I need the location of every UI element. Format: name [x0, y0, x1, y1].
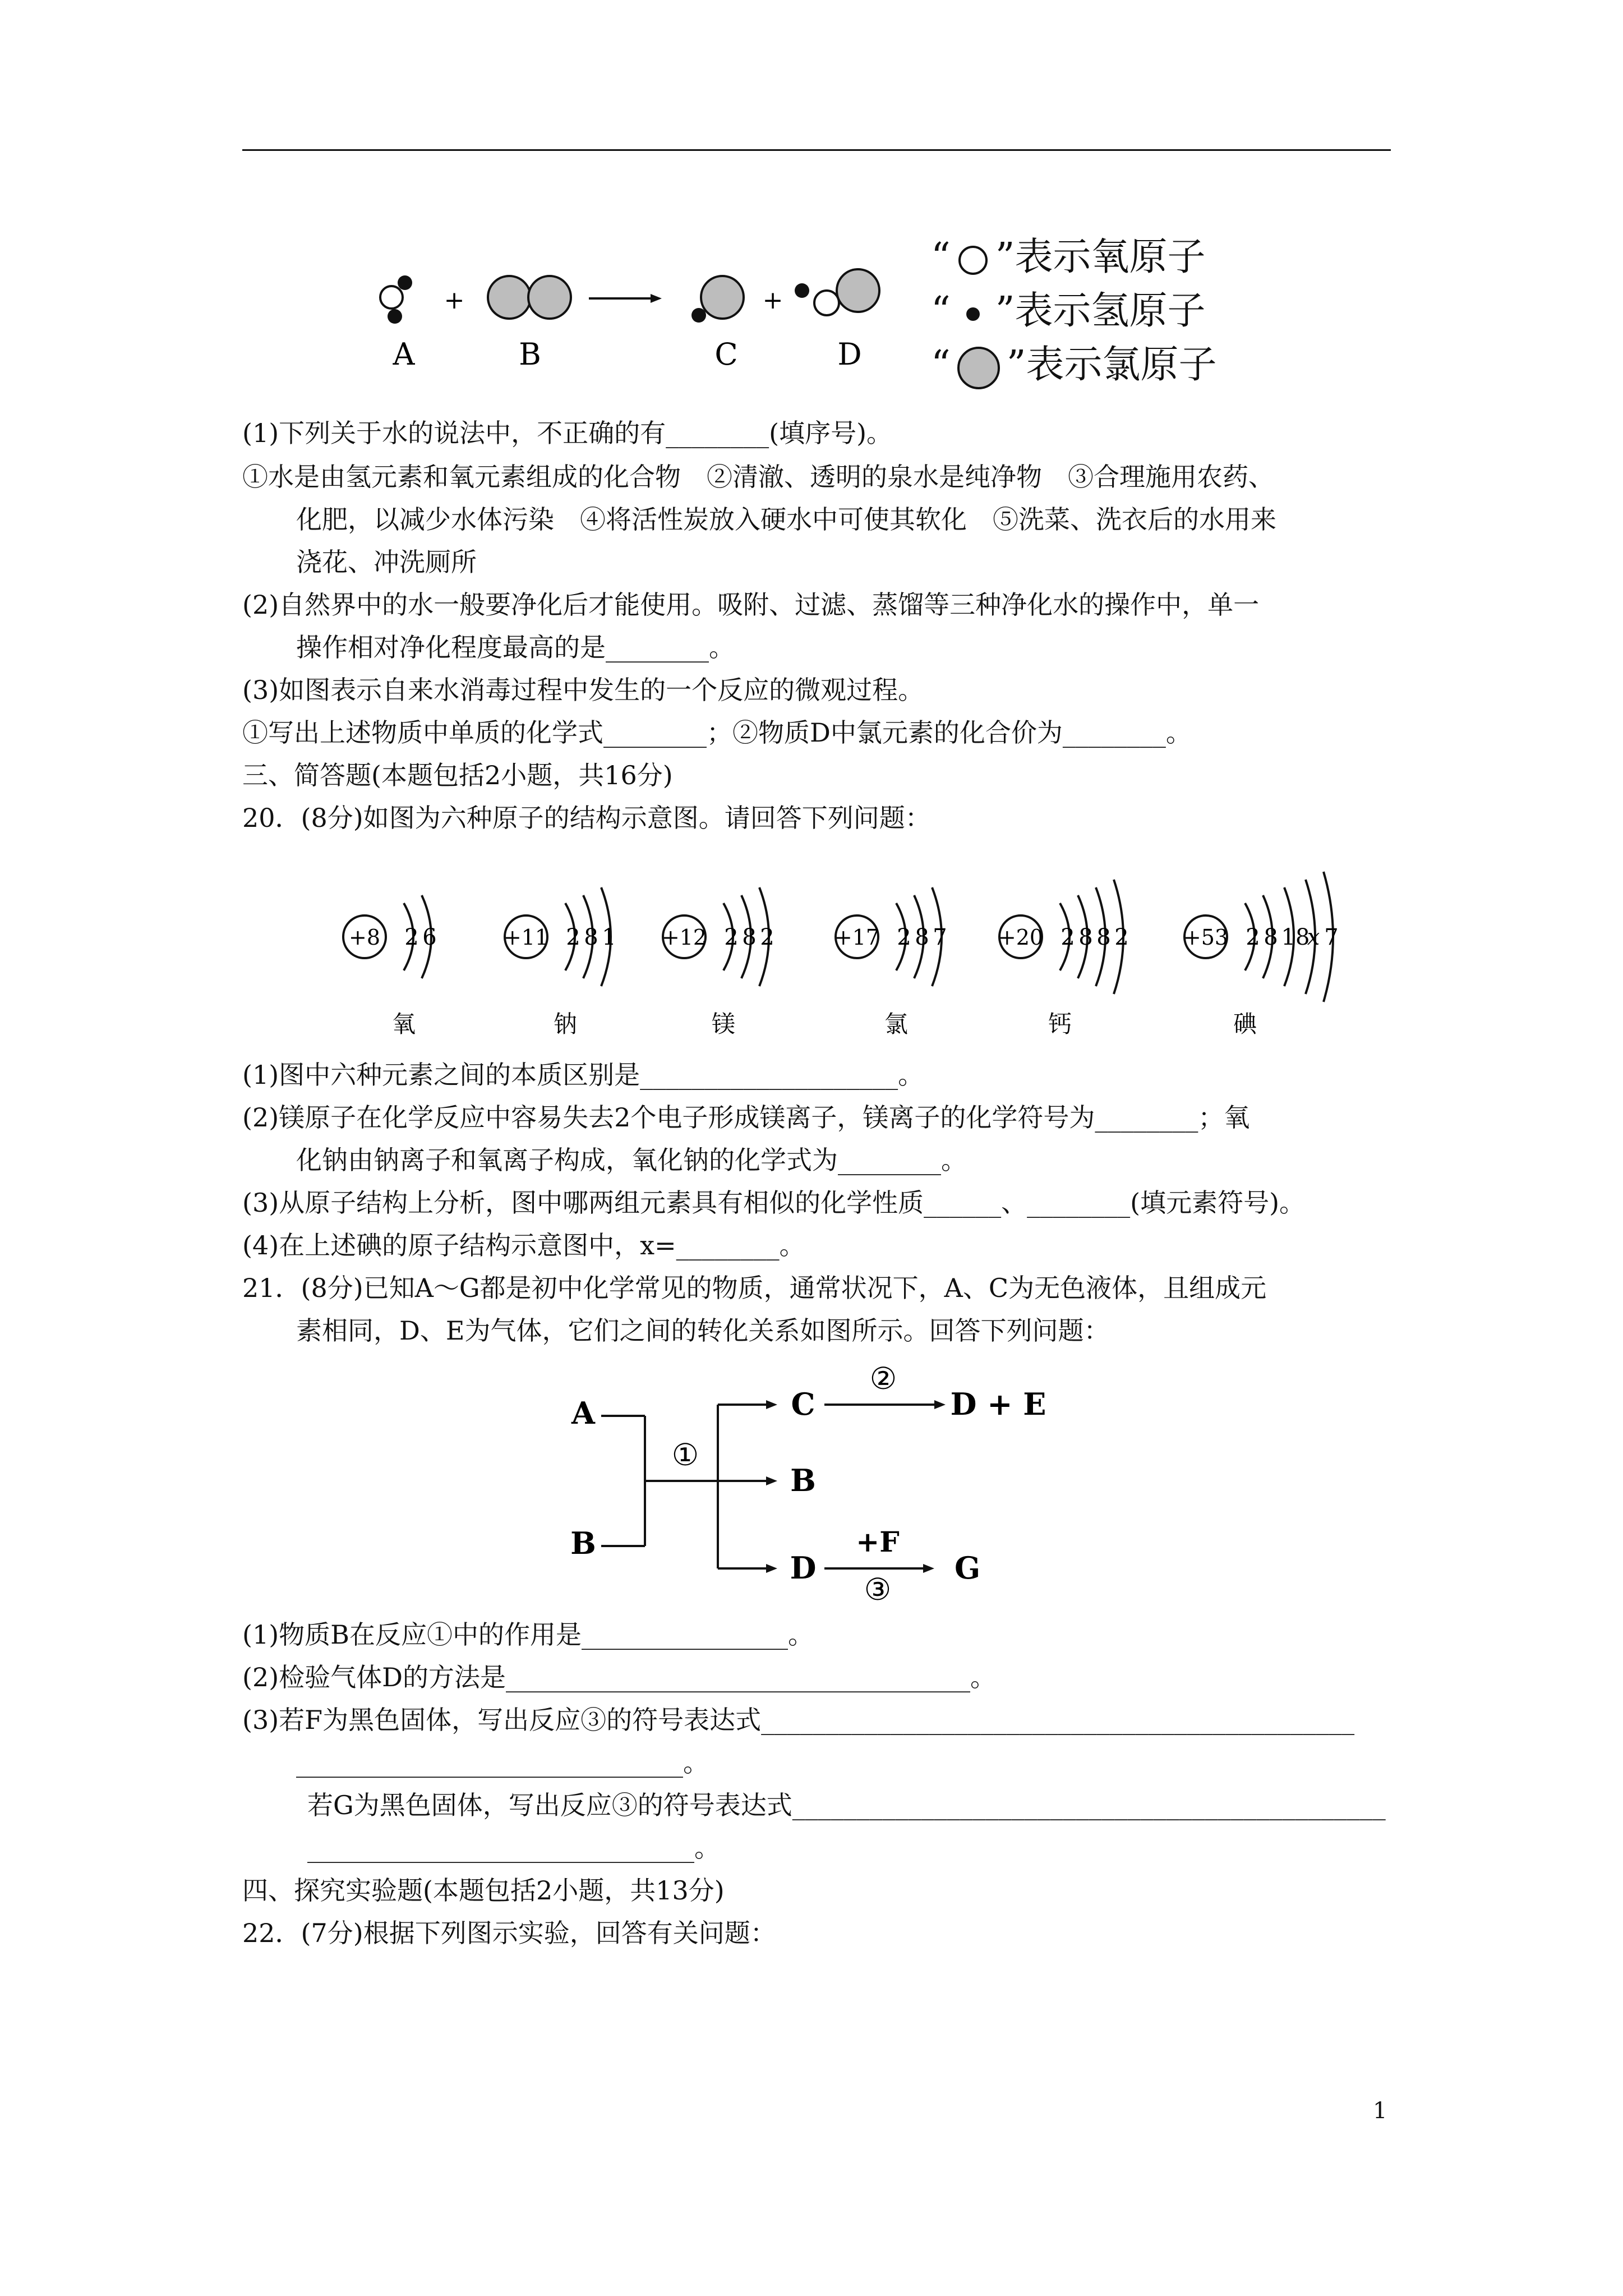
q20-part4: (4)在上述碘的原子结构示意图中，x=________。	[242, 1230, 805, 1260]
atom-diagram	[343, 895, 437, 1038]
reaction-micro-figure	[359, 247, 920, 381]
shell-electron-count: 8	[584, 924, 598, 950]
q19-part2-line2: 操作相对净化程度最高的是________。	[296, 632, 735, 662]
q21-stem-line1: 21．(8分)已知A～G都是初中化学常见的物质，通常状况下，A、C为无色液体，且组成元	[242, 1273, 1267, 1303]
label-b: B	[519, 337, 541, 372]
shell-electron-count: 8	[1264, 924, 1278, 950]
node-c: C	[791, 1386, 815, 1422]
shell-electron-count: 2	[566, 924, 580, 950]
molecule-d	[795, 269, 879, 315]
q20-stem: 20．(8分)如图为六种原子的结构示意图。请回答下列问题：	[242, 803, 931, 833]
nucleus-charge: +11	[503, 925, 549, 950]
element-name: 镁	[711, 1010, 736, 1038]
element-name: 氯	[884, 1010, 909, 1038]
reagent-f-label: +F	[856, 1525, 900, 1558]
step-1-label: ①	[671, 1437, 699, 1473]
shell-electron-count: 7	[1324, 924, 1339, 950]
nucleus-charge: +12	[661, 925, 707, 950]
molecule-a	[380, 275, 412, 324]
svg-text:+: +	[762, 286, 783, 315]
q19-part2-line1: (2)自然界中的水一般要净化后才能使用。吸附、过滤、蒸馏等三种净化水的操作中，单一	[242, 590, 1260, 620]
shell-electron-count: 2	[1061, 924, 1075, 950]
node-d: D	[790, 1550, 817, 1586]
q21-part2: (2)检验气体D的方法是____________________________________。	[242, 1662, 997, 1692]
nucleus-charge: +53	[1183, 925, 1229, 950]
shell-electron-count: 8	[742, 924, 757, 950]
gray-circle-icon	[951, 346, 1007, 390]
nucleus-charge: +17	[834, 925, 880, 950]
atom-diagram	[504, 887, 616, 1038]
q19-part3-question: ①写出上述物质中单质的化学式________；②物质D中氯元素的化合价为________。	[242, 717, 1192, 748]
hydrogen-atom	[398, 275, 412, 290]
legend-hydrogen: “ ”表示氢原子	[931, 289, 1206, 333]
hydrogen-atom	[691, 308, 706, 323]
q21-stem-line2: 素相同，D、E为气体，它们之间的转化关系如图所示。回答下列问题：	[296, 1315, 1110, 1346]
oxygen-atom	[380, 286, 403, 309]
atom-diagram	[662, 887, 774, 1038]
q21-part1: (1)物质B在反应①中的作用是________________。	[242, 1619, 814, 1650]
nucleus-charge: +20	[998, 925, 1044, 950]
shell-electron-count: 8	[1078, 924, 1093, 950]
section-4-heading: 四、探究实验题(本题包括2小题，共13分)	[242, 1875, 725, 1906]
node-d-plus-e: D + E	[950, 1386, 1046, 1422]
step-3-label: ③	[864, 1572, 892, 1607]
element-name: 钙	[1048, 1010, 1072, 1038]
legend-oxygen: “ ”表示氧原子	[931, 235, 1206, 279]
shell-electron-count: 6	[422, 924, 437, 950]
element-name: 碘	[1233, 1010, 1257, 1038]
svg-text:+: +	[444, 286, 465, 315]
q21-part3-line1: (3)若F为黑色固体，写出反应③的符号表达式______________________________________________	[242, 1705, 1355, 1735]
molecule-b	[488, 276, 571, 319]
shell-electron-count: 2	[404, 924, 419, 950]
chlorine-atom	[528, 276, 571, 319]
node-a: A	[571, 1395, 595, 1431]
q20-part2-line1: (2)镁原子在化学反应中容易失去2个电子形成镁离子，镁离子的化学符号为________；氧	[242, 1102, 1250, 1133]
shell-electron-count: 8	[915, 924, 929, 950]
shell-electron-count: 2	[1246, 924, 1260, 950]
q20-part3: (3)从原子结构上分析，图中哪两组元素具有相似的化学性质______、________(填元素符号)。	[242, 1188, 1306, 1218]
q19-options-line1: ①水是由氢元素和氧元素组成的化合物 ②清澈、透明的泉水是纯净物 ③合理施用农药、	[242, 462, 1274, 492]
shell-electron-count: 2	[897, 924, 911, 950]
shell-electron-count: 2	[724, 924, 739, 950]
q20-part2-line2: 化钠由钠离子和氧离子构成，氧化钠的化学式为________。	[296, 1145, 967, 1175]
legend-chlorine: “ ”表示氯原子	[931, 340, 1217, 390]
q22-stem: 22．(7分)根据下列图示实验，回答有关问题：	[242, 1918, 776, 1948]
node-g: G	[954, 1550, 981, 1586]
chlorine-atom	[488, 276, 531, 319]
oxygen-atom	[814, 291, 839, 315]
step-2-label: ②	[869, 1361, 897, 1396]
label-a: A	[393, 337, 415, 372]
chlorine-atom	[837, 269, 879, 312]
q21-part3-line3: 若G为黑色固体，写出反应③的符号表达式______________________________________________	[307, 1790, 1386, 1820]
shell-electron-count: 7	[933, 924, 947, 950]
node-b-output: B	[790, 1462, 816, 1498]
header-rule	[242, 149, 1391, 151]
shell-electron-count: 1	[602, 924, 616, 950]
open-circle-icon	[951, 241, 995, 280]
node-b-input: B	[570, 1525, 596, 1561]
shell-electron-count: x	[1307, 924, 1320, 950]
q20-part1: (1)图中六种元素之间的本质区别是____________________。	[242, 1060, 924, 1090]
q21-part3-line4: ______________________________。	[307, 1833, 720, 1863]
q19-options-line2: 化肥，以减少水体污染 ④将活性炭放入硬水中可使其软化 ⑤洗菜、洗衣后的水用来	[296, 504, 1276, 535]
q19-part3: (3)如图表示自来水消毒过程中发生的一个反应的微观过程。	[242, 675, 924, 705]
label-d: D	[837, 337, 862, 372]
shell-electron-count: 2	[760, 924, 774, 950]
q19-part1: (1)下列关于水的说法中，不正确的有________(填序号)。	[242, 418, 893, 448]
atom-diagram	[998, 880, 1129, 1038]
hydrogen-atom	[388, 309, 402, 324]
shell-electron-count: 8	[1096, 924, 1111, 950]
section-3-heading: 三、简答题(本题包括2小题，共16分)	[242, 760, 673, 790]
label-c: C	[714, 337, 738, 372]
conversion-flow-diagram	[566, 1358, 1071, 1607]
element-name: 氧	[391, 1010, 416, 1038]
shell-electron-count: 2	[1114, 924, 1129, 950]
chlorine-atom	[701, 276, 744, 319]
nucleus-charge: +8	[348, 925, 381, 950]
atom-diagram	[1183, 872, 1339, 1038]
q19-options-line3: 浇花、冲洗厕所	[296, 547, 477, 577]
molecule-c	[691, 276, 744, 323]
page-number: 1	[1373, 2098, 1387, 2124]
atom-structure-diagrams	[314, 841, 1339, 1055]
hydrogen-atom	[795, 283, 809, 298]
small-dot-icon	[951, 295, 995, 334]
q21-part3-line2: ______________________________。	[296, 1747, 709, 1778]
atom-diagram	[834, 887, 947, 1038]
element-name: 钠	[553, 1010, 578, 1038]
shell-electron-count: 18	[1281, 924, 1310, 950]
